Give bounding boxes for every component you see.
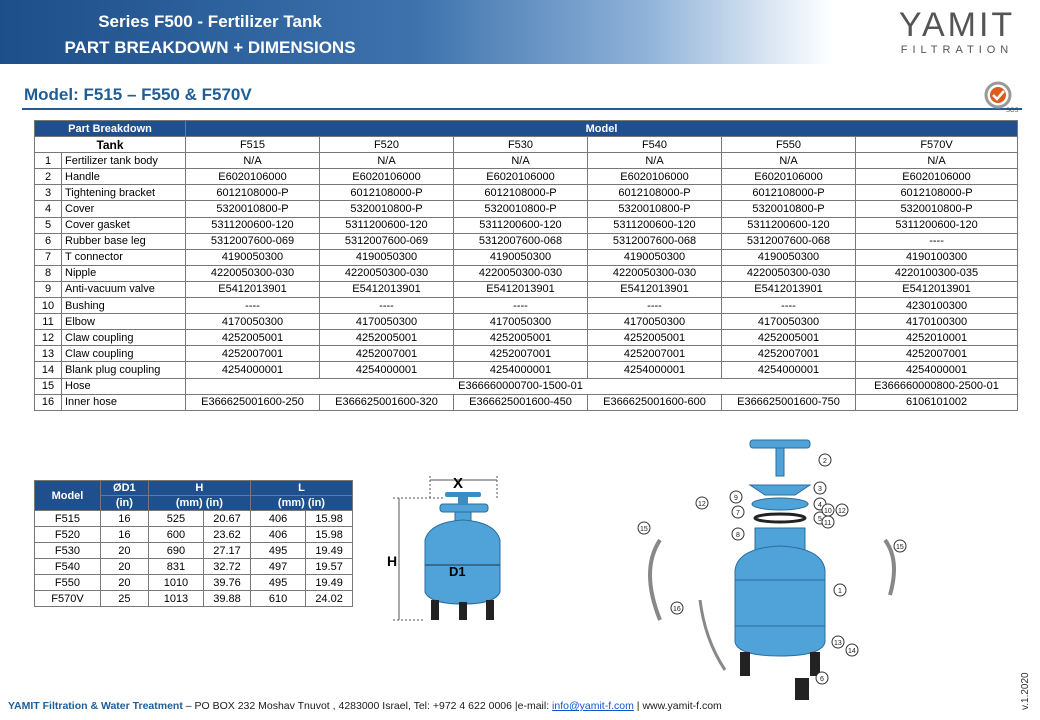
- part-code: 5311200600-120: [856, 217, 1018, 233]
- dims-table-body: [35, 511, 353, 607]
- part-code: 5320010800-P: [856, 201, 1018, 217]
- table-row: [35, 201, 1018, 217]
- part-name: Nipple: [62, 265, 186, 281]
- part-code: N/A: [320, 153, 454, 169]
- part-code: E366660000700-1500-01: [186, 378, 856, 394]
- part-code: 4254000001: [186, 362, 320, 378]
- dims-cell: F540: [35, 559, 101, 575]
- part-name: Elbow: [62, 314, 186, 330]
- part-code: 6012108000-P: [454, 185, 588, 201]
- dims-cell: F520: [35, 527, 101, 543]
- part-code: E366625001600-450: [454, 394, 588, 410]
- part-code: 4170050300: [320, 314, 454, 330]
- hose-left-part: [650, 540, 660, 620]
- part-code: 4190050300: [588, 249, 722, 265]
- dims-cell: F570V: [35, 591, 101, 607]
- table-row: [35, 298, 1018, 314]
- part-code: 5312007600-068: [722, 233, 856, 249]
- footer: [8, 700, 722, 712]
- part-code: 4252005001: [722, 330, 856, 346]
- dims-d1-unit: (in): [100, 496, 148, 511]
- part-name: T connector: [62, 249, 186, 265]
- table-row: [35, 575, 353, 591]
- part-code: E366660000800-2500-01: [856, 378, 1018, 394]
- footer-email-link[interactable]: info@yamit-f.com: [552, 700, 634, 712]
- part-code: 5312007600-068: [588, 233, 722, 249]
- callout-label: 10: [824, 508, 832, 515]
- part-code: 4254000001: [588, 362, 722, 378]
- dims-cell: 495: [250, 543, 305, 559]
- dims-cell: 39.76: [204, 575, 251, 591]
- part-code: 4170100300: [856, 314, 1018, 330]
- callout-label: 8: [736, 532, 740, 539]
- part-code: 4220050300-030: [454, 265, 588, 281]
- dims-cell: 19.49: [306, 575, 353, 591]
- table-row: [35, 153, 1018, 169]
- part-number: 5: [35, 217, 62, 233]
- part-code: 4252005001: [588, 330, 722, 346]
- part-code: 4170050300: [722, 314, 856, 330]
- part-number: 9: [35, 281, 62, 297]
- part-code: 5311200600-120: [454, 217, 588, 233]
- part-code: 6012108000-P: [320, 185, 454, 201]
- part-number: 4: [35, 201, 62, 217]
- part-code: E5412013901: [588, 281, 722, 297]
- callout-label: 15: [640, 526, 648, 533]
- dims-cell: 32.72: [204, 559, 251, 575]
- dims-cell: 27.17: [204, 543, 251, 559]
- part-name: Cover gasket: [62, 217, 186, 233]
- sgs-certification-icon: [980, 80, 1018, 119]
- dims-cell: 497: [250, 559, 305, 575]
- part-number: 7: [35, 249, 62, 265]
- table-row: [35, 511, 353, 527]
- model-col-header: F540: [588, 137, 722, 153]
- part-name: Cover: [62, 201, 186, 217]
- dims-cell: F530: [35, 543, 101, 559]
- part-name: Hose: [62, 378, 186, 394]
- table-row: [35, 394, 1018, 410]
- part-code: E5412013901: [186, 281, 320, 297]
- part-number: 6: [35, 233, 62, 249]
- part-number: 11: [35, 314, 62, 330]
- part-name: Tightening bracket: [62, 185, 186, 201]
- part-code: 4220100300-035: [856, 265, 1018, 281]
- dims-cell: 525: [148, 511, 203, 527]
- part-code: N/A: [454, 153, 588, 169]
- gasket-part: [755, 514, 805, 522]
- callout-label: 11: [824, 520, 832, 527]
- dims-cell: 16: [100, 511, 148, 527]
- handle-part: [750, 440, 810, 448]
- dims-l-unit: (mm) (in): [250, 496, 352, 511]
- part-name: Fertilizer tank body: [62, 153, 186, 169]
- dims-cell: 23.62: [204, 527, 251, 543]
- part-code: E6020106000: [856, 169, 1018, 185]
- part-code: 4190050300: [320, 249, 454, 265]
- dims-cell: 16: [100, 527, 148, 543]
- cover-part: [752, 498, 808, 510]
- part-breakdown-header: Part Breakdown: [35, 121, 186, 137]
- title-divider: [22, 108, 1022, 110]
- part-code: 4254000001: [722, 362, 856, 378]
- table-row: [35, 346, 1018, 362]
- part-name: Inner hose: [62, 394, 186, 410]
- part-code: 4252007001: [320, 346, 454, 362]
- part-code: 4230100300: [856, 298, 1018, 314]
- part-code: 5311200600-120: [722, 217, 856, 233]
- part-name: Blank plug coupling: [62, 362, 186, 378]
- part-code: 4254000001: [320, 362, 454, 378]
- part-number: 13: [35, 346, 62, 362]
- part-code: ----: [856, 233, 1018, 249]
- callout-label: 1: [838, 588, 842, 595]
- footer-separator: |: [633, 700, 643, 712]
- d1-label: D1: [449, 564, 466, 579]
- dims-cell: 20: [100, 575, 148, 591]
- table-row: [35, 169, 1018, 185]
- logo-sub-text: FILTRATION: [900, 44, 1014, 56]
- table-row: [35, 362, 1018, 378]
- part-code: 5312007600-069: [320, 233, 454, 249]
- part-code: E6020106000: [588, 169, 722, 185]
- part-code: 6012108000-P: [186, 185, 320, 201]
- part-code: E366625001600-600: [588, 394, 722, 410]
- part-code: E5412013901: [856, 281, 1018, 297]
- table-row: [35, 330, 1018, 346]
- header-subtitle: PART BREAKDOWN + DIMENSIONS: [64, 38, 356, 57]
- part-code: 5311200600-120: [320, 217, 454, 233]
- callout-label: 6: [820, 676, 824, 683]
- part-code: 5320010800-P: [588, 201, 722, 217]
- part-code: E5412013901: [320, 281, 454, 297]
- dims-cell: 15.98: [306, 527, 353, 543]
- callout-label: 12: [698, 501, 706, 508]
- dims-cell: 1010: [148, 575, 203, 591]
- part-code: 5320010800-P: [454, 201, 588, 217]
- table-row: [35, 233, 1018, 249]
- part-number: 12: [35, 330, 62, 346]
- callout-label: 5: [818, 516, 822, 523]
- part-code: E5412013901: [722, 281, 856, 297]
- part-code: ----: [588, 298, 722, 314]
- part-number: 16: [35, 394, 62, 410]
- tank-label: Tank: [35, 137, 186, 153]
- part-code: 6012108000-P: [856, 185, 1018, 201]
- callout-label: 14: [848, 648, 856, 655]
- dims-cell: 406: [250, 511, 305, 527]
- part-code: 4252007001: [856, 346, 1018, 362]
- part-code: 4252007001: [588, 346, 722, 362]
- part-code: E6020106000: [454, 169, 588, 185]
- part-code: 6106101002: [856, 394, 1018, 410]
- table-row: [35, 281, 1018, 297]
- table-row: [35, 378, 1018, 394]
- part-breakdown-table: [34, 120, 1018, 411]
- part-number: 15: [35, 378, 62, 394]
- callout-label: 7: [736, 510, 740, 517]
- callout-label: 13: [834, 640, 842, 647]
- dims-cell: 15.98: [306, 511, 353, 527]
- part-code: 4254000001: [856, 362, 1018, 378]
- part-code: 4220050300-030: [320, 265, 454, 281]
- part-code: 4252005001: [186, 330, 320, 346]
- dims-cell: 690: [148, 543, 203, 559]
- footer-address: – PO BOX 232 Moshav Tnuvot , 4283000 Israel, Tel: +972 4 622 0006 |e-mail:: [182, 700, 553, 712]
- table-row: [35, 249, 1018, 265]
- part-name: Bushing: [62, 298, 186, 314]
- dims-cell: 600: [148, 527, 203, 543]
- dims-cell: 1013: [148, 591, 203, 607]
- part-code: E6020106000: [186, 169, 320, 185]
- callout-label: 16: [673, 606, 681, 613]
- part-number: 14: [35, 362, 62, 378]
- part-name: Handle: [62, 169, 186, 185]
- part-number: 2: [35, 169, 62, 185]
- bracket-part: [750, 485, 810, 495]
- inner-hose-part: [700, 600, 725, 670]
- dims-cell: 610: [250, 591, 305, 607]
- dims-l-header: L: [250, 481, 352, 496]
- part-code: 6012108000-P: [722, 185, 856, 201]
- part-code: E366625001600-320: [320, 394, 454, 410]
- part-code: 6012108000-P: [588, 185, 722, 201]
- dims-cell: 25: [100, 591, 148, 607]
- part-code: ----: [320, 298, 454, 314]
- logo-main-text: YAMIT: [898, 6, 1016, 44]
- version-label: v.1.2020: [1020, 672, 1031, 710]
- part-code: E366625001600-750: [722, 394, 856, 410]
- part-code: N/A: [856, 153, 1018, 169]
- part-code: 4170050300: [186, 314, 320, 330]
- part-code: 4170050300: [454, 314, 588, 330]
- part-code: 4252010001: [856, 330, 1018, 346]
- part-code: ----: [186, 298, 320, 314]
- model-header: Model: [186, 121, 1018, 137]
- table-row: [35, 265, 1018, 281]
- model-col-header: F515: [186, 137, 320, 153]
- model-title: Model: F515 – F550 & F570V: [24, 85, 252, 104]
- model-col-header: F550: [722, 137, 856, 153]
- part-code: 4220050300-030: [722, 265, 856, 281]
- dims-cell: 20: [100, 543, 148, 559]
- table-row: [35, 314, 1018, 330]
- part-name: Anti-vacuum valve: [62, 281, 186, 297]
- part-code: E6020106000: [320, 169, 454, 185]
- exploded-view-drawing: [630, 430, 920, 700]
- part-code: E6020106000: [722, 169, 856, 185]
- table-row: [35, 527, 353, 543]
- tank-dimension-drawing: [385, 470, 525, 630]
- parts-table-body: [35, 153, 1018, 378]
- part-name: Claw coupling: [62, 346, 186, 362]
- callout-label: 15: [896, 544, 904, 551]
- dims-cell: F515: [35, 511, 101, 527]
- part-code: 4190050300: [722, 249, 856, 265]
- tank-body-part: [735, 546, 825, 656]
- model-col-header: F530: [454, 137, 588, 153]
- part-code: 5312007600-068: [454, 233, 588, 249]
- dims-cell: 495: [250, 575, 305, 591]
- part-code: 5320010800-P: [186, 201, 320, 217]
- dims-h-unit: (mm) (in): [148, 496, 250, 511]
- dims-h-header: H: [148, 481, 250, 496]
- part-code: 5311200600-120: [588, 217, 722, 233]
- callout-label: 12: [838, 508, 846, 515]
- part-code: 4252007001: [454, 346, 588, 362]
- part-code: E5412013901: [454, 281, 588, 297]
- part-code: 4252005001: [320, 330, 454, 346]
- callout-label: 9: [734, 495, 738, 502]
- dims-cell: 19.49: [306, 543, 353, 559]
- dimensions-table: [34, 480, 353, 607]
- callout-label: 2: [823, 458, 827, 465]
- part-code: 4220050300-030: [588, 265, 722, 281]
- sgs-label: SGS: [1006, 108, 1018, 114]
- footer-company: YAMIT Filtration & Water Treatment: [8, 700, 183, 712]
- dims-cell: F550: [35, 575, 101, 591]
- part-number: 10: [35, 298, 62, 314]
- part-code: N/A: [186, 153, 320, 169]
- part-code: 5320010800-P: [320, 201, 454, 217]
- part-number: 1: [35, 153, 62, 169]
- dims-d1-header: ØD1: [100, 481, 148, 496]
- part-code: N/A: [588, 153, 722, 169]
- header-title: Series F500 - Fertilizer Tank: [98, 12, 322, 31]
- drawing-tank: [425, 492, 500, 620]
- yamit-logo: [892, 8, 1022, 56]
- dims-model-header: Model: [35, 481, 101, 511]
- part-code: 5320010800-P: [722, 201, 856, 217]
- dims-cell: 19.57: [306, 559, 353, 575]
- model-col-header: F570V: [856, 137, 1018, 153]
- dims-cell: 24.02: [306, 591, 353, 607]
- callout-label: 4: [818, 502, 822, 509]
- h-label: H: [387, 553, 398, 569]
- part-code: 4252007001: [186, 346, 320, 362]
- part-code: 5311200600-120: [186, 217, 320, 233]
- table-row: [35, 559, 353, 575]
- part-code: 5312007600-069: [186, 233, 320, 249]
- part-name: Claw coupling: [62, 330, 186, 346]
- base-leg-part: [795, 678, 809, 700]
- table-row: [35, 543, 353, 559]
- dims-cell: 406: [250, 527, 305, 543]
- part-number: 8: [35, 265, 62, 281]
- part-code: 4190100300: [856, 249, 1018, 265]
- part-code: 4190050300: [186, 249, 320, 265]
- part-code: 4252007001: [722, 346, 856, 362]
- part-code: N/A: [722, 153, 856, 169]
- part-code: 4170050300: [588, 314, 722, 330]
- hose-right-part: [885, 540, 894, 595]
- part-code: 4220050300-030: [186, 265, 320, 281]
- part-number: 3: [35, 185, 62, 201]
- part-code: 4254000001: [454, 362, 588, 378]
- header-banner: [0, 0, 1040, 64]
- part-code: 4252005001: [454, 330, 588, 346]
- x-label: X: [453, 475, 464, 492]
- dims-cell: 20: [100, 559, 148, 575]
- part-code: ----: [722, 298, 856, 314]
- model-col-header: F520: [320, 137, 454, 153]
- table-row: [35, 591, 353, 607]
- table-row: [35, 185, 1018, 201]
- table-row: [35, 217, 1018, 233]
- dims-cell: 831: [148, 559, 203, 575]
- footer-website[interactable]: www.yamit-f.com: [642, 700, 722, 712]
- dims-cell: 39.88: [204, 591, 251, 607]
- dims-cell: 20.67: [204, 511, 251, 527]
- part-code: 4190050300: [454, 249, 588, 265]
- part-code: ----: [454, 298, 588, 314]
- part-code: E366625001600-250: [186, 394, 320, 410]
- part-name: Rubber base leg: [62, 233, 186, 249]
- callout-label: 3: [818, 486, 822, 493]
